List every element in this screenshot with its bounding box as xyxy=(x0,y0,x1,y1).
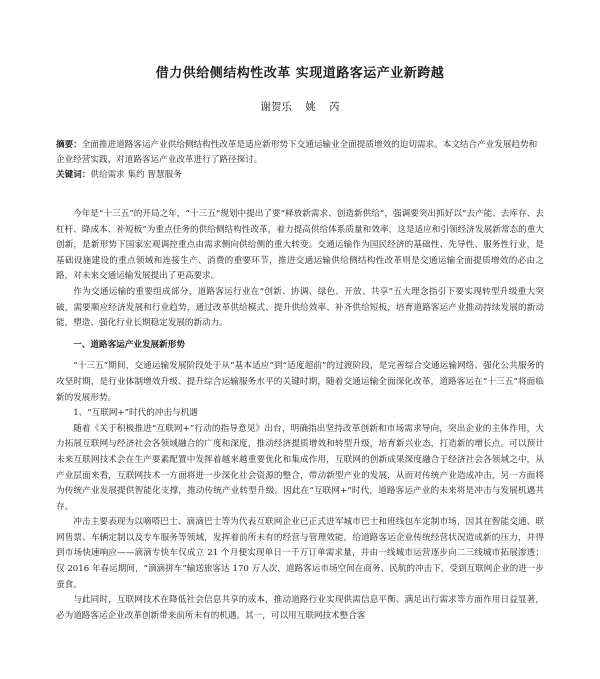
body-paragraph: 随着《关于积极推进“互联网+”行动的指导意见》出台，明确指出坚持改革创新和市场需求导向，突出企业的主体作用，大力拓展互联网与经济社会各领域融合的广度和深度，推动经济提质增效和转型升级，培育新兴业态，打造新的增长点。可以预计未来互联网技术会在生产要素配置中发挥着越来越重要优化和集成作用，互联网的创新成果深度融合于经济社会各领域之中，从产业层面来看，互联网技术一方面将进一步深化社会资源的整合，带动新型产业的发展，从而对传统产业造成冲击，另一方面将为传统产业发展提供智能化支撑，推动传统产业转型升级。因此在“互联网+”时代，道路客运产业的未来将是冲击与发展机遇共存。 xyxy=(56,423,544,512)
section-heading: 一、道路客运产业发展新形势 xyxy=(73,339,185,350)
keywords-text: 供给需求 集约 智慧服务 xyxy=(90,170,182,180)
body-paragraph: 作为交通运输的重要组成部分，道路客运行业在“创新、协调、绿色、开放、共享”五大理念指引下要实现转型升级重大突破，需要顺应经济发展和行业趋势，通过改革供给模式、提升供给效率、补齐供给短板，培育道路客运产业推动持续发展的新动能，塑造、强化行业长期稳定发展的新动力。 xyxy=(56,286,544,329)
keywords xyxy=(56,168,544,183)
abstract-text: 全面推进道路客运产业供给侧结构性改革是适应新形势下交通运输业全面提质增效的迫切需求。本文结合产业发展趋势和企业经营实践，对道路客运产业改革进行了路径探讨。 xyxy=(56,140,538,165)
subsection-heading: 1、“互联网+”时代的冲击与机遇 xyxy=(73,408,198,419)
paper-title: 借力供给侧结构性改革 实现道路客运产业新跨越 xyxy=(155,66,445,81)
paper-body xyxy=(56,207,544,624)
body-paragraph: “十三五”期间，交通运输发展阶段处于从“基本适应”到“适度超前”的过渡阶段，是完善综合交通运输网络、强化公共服务的攻坚时期，是行业体制增效升级、提升综合运输服务水平的关键时期，随着交通运输全面深化改革，道路客运在“十三五”将面临新的发展形势。 xyxy=(56,361,544,403)
body-paragraph: 与此同时，互联网技术在降低社会信息共享的成本，推动道路行业实现供需信息平衡、满足出行需求等方面作用日益显著，必为道路客运企业改革创新带来前所未有的机遇。其一，可以用互联网技术整合客 xyxy=(56,595,544,621)
keywords-label: 关键词： xyxy=(56,170,91,180)
body-paragraph: 冲击主要表现为以嘀嗒巴士、滴滴巴士等为代表互联网企业已正式进军城市巴士和班线包车定制市场，因其在智能交通、联网售票、车辆定制以及专车服务等领域，发挥着前所未有的经营与管理效能，给道路客运企业传统经营状况造成新的压力，并得到市场快速响应——滴滴专快车仅成立 21 个月便实现单日一千万订单需求量，并由一线城市运营逐步向二三线城市拓展渗透；仅 2016 年春运期间，“滴滴拼车”输送旅客达 170 万人次，道路客运市场空间在商务、民航的冲击下，受到互联网企业的进一步蚕食。 xyxy=(56,517,544,590)
abstract xyxy=(56,138,544,168)
abstract-label: 摘要： xyxy=(56,140,82,150)
paper-authors: 谢贺乐 姚 芮 xyxy=(260,101,340,113)
abstract-block xyxy=(56,138,544,183)
body-paragraph: 今年是“十三五”的开局之年，“十三五”规划中提出了要“释放新需求、创造新供给”，强调要突出抓好以“去产能、去库存、去杠杆、降成本、补短板”为重点任务的供给侧结构性改革，着力提高供给体系质量和效率，这是适应和引领经济发展新常态的重大创新，是新形势下国家宏观调控重点由需求侧向供给侧的重大转变。交通运输作为国民经济的基础性、先导性、服务性行业，是基础设施建设的重点领域和连接生产、消费的重要环节，推进交通运输供给侧结构性改革则是交通运输全面提质增效的必由之路，对未来交通运输发展提出了更高要求。 xyxy=(56,209,544,282)
